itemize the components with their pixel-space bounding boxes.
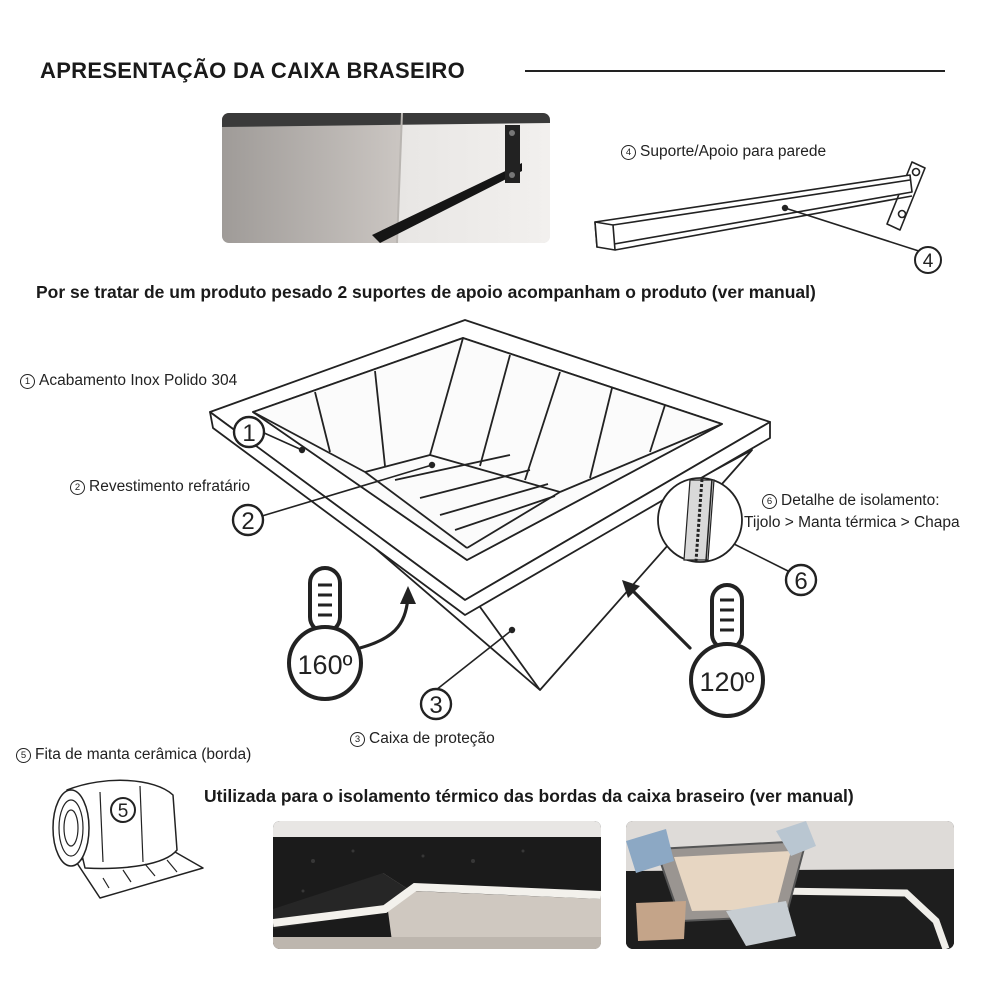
label-3 — [350, 730, 495, 748]
label-5-text: Fita de manta cerâmica (borda) — [35, 746, 252, 763]
callout-3 — [421, 689, 451, 719]
insulation-detail — [658, 478, 742, 562]
installation-photo — [626, 821, 954, 949]
callout-2 — [233, 505, 263, 535]
support-photo — [222, 113, 550, 243]
temp-right: 120º — [699, 667, 755, 697]
label-6-detail: Tijolo > Manta térmica > Chapa — [744, 514, 960, 531]
support-note: Por se tratar de um produto pesado 2 suportes de apoio acompanham o produto (ver manual) — [36, 282, 816, 302]
countertop-photo — [273, 821, 601, 949]
label-1-text: Acabamento Inox Polido 304 — [39, 372, 238, 389]
label-1-number: 1 — [20, 374, 35, 389]
thermometer-right-icon — [691, 585, 763, 716]
callout-5 — [111, 798, 135, 822]
title-rule — [525, 70, 945, 72]
label-4-text: Suporte/Apoio para parede — [640, 143, 827, 160]
ceramic-roll-drawing — [45, 770, 215, 915]
label-3-number: 3 — [350, 732, 365, 747]
label-3-text: Caixa de proteção — [369, 730, 495, 747]
callout-6-text: 6 — [794, 568, 808, 595]
label-4-number: 4 — [621, 145, 636, 160]
braseiro-box-drawing — [0, 300, 1000, 730]
callout-1 — [234, 417, 264, 447]
page-title: APRESENTAÇÃO DA CAIXA BRASEIRO — [40, 58, 465, 83]
callout-4-text: 4 — [922, 251, 934, 272]
callout-4 — [915, 247, 941, 273]
callout-2-text: 2 — [241, 508, 255, 535]
callout-1-text: 1 — [242, 420, 256, 447]
thermometer-left-icon — [289, 568, 361, 699]
blanket-note: Utilizada para o isolamento térmico das bordas da caixa braseiro (ver manual) — [204, 786, 854, 806]
callout-6 — [786, 565, 816, 595]
label-2-number: 2 — [70, 480, 85, 495]
label-6-title: Detalhe de isolamento: — [781, 492, 940, 509]
temp-left: 160º — [297, 650, 353, 680]
support-drawing — [580, 110, 970, 280]
callout-3-text: 3 — [429, 692, 443, 719]
label-5 — [16, 746, 251, 764]
label-6-number: 6 — [762, 494, 777, 509]
callout-5-text: 5 — [117, 801, 129, 822]
label-2-text: Revestimento refratário — [89, 478, 251, 495]
label-5-number: 5 — [16, 748, 31, 763]
